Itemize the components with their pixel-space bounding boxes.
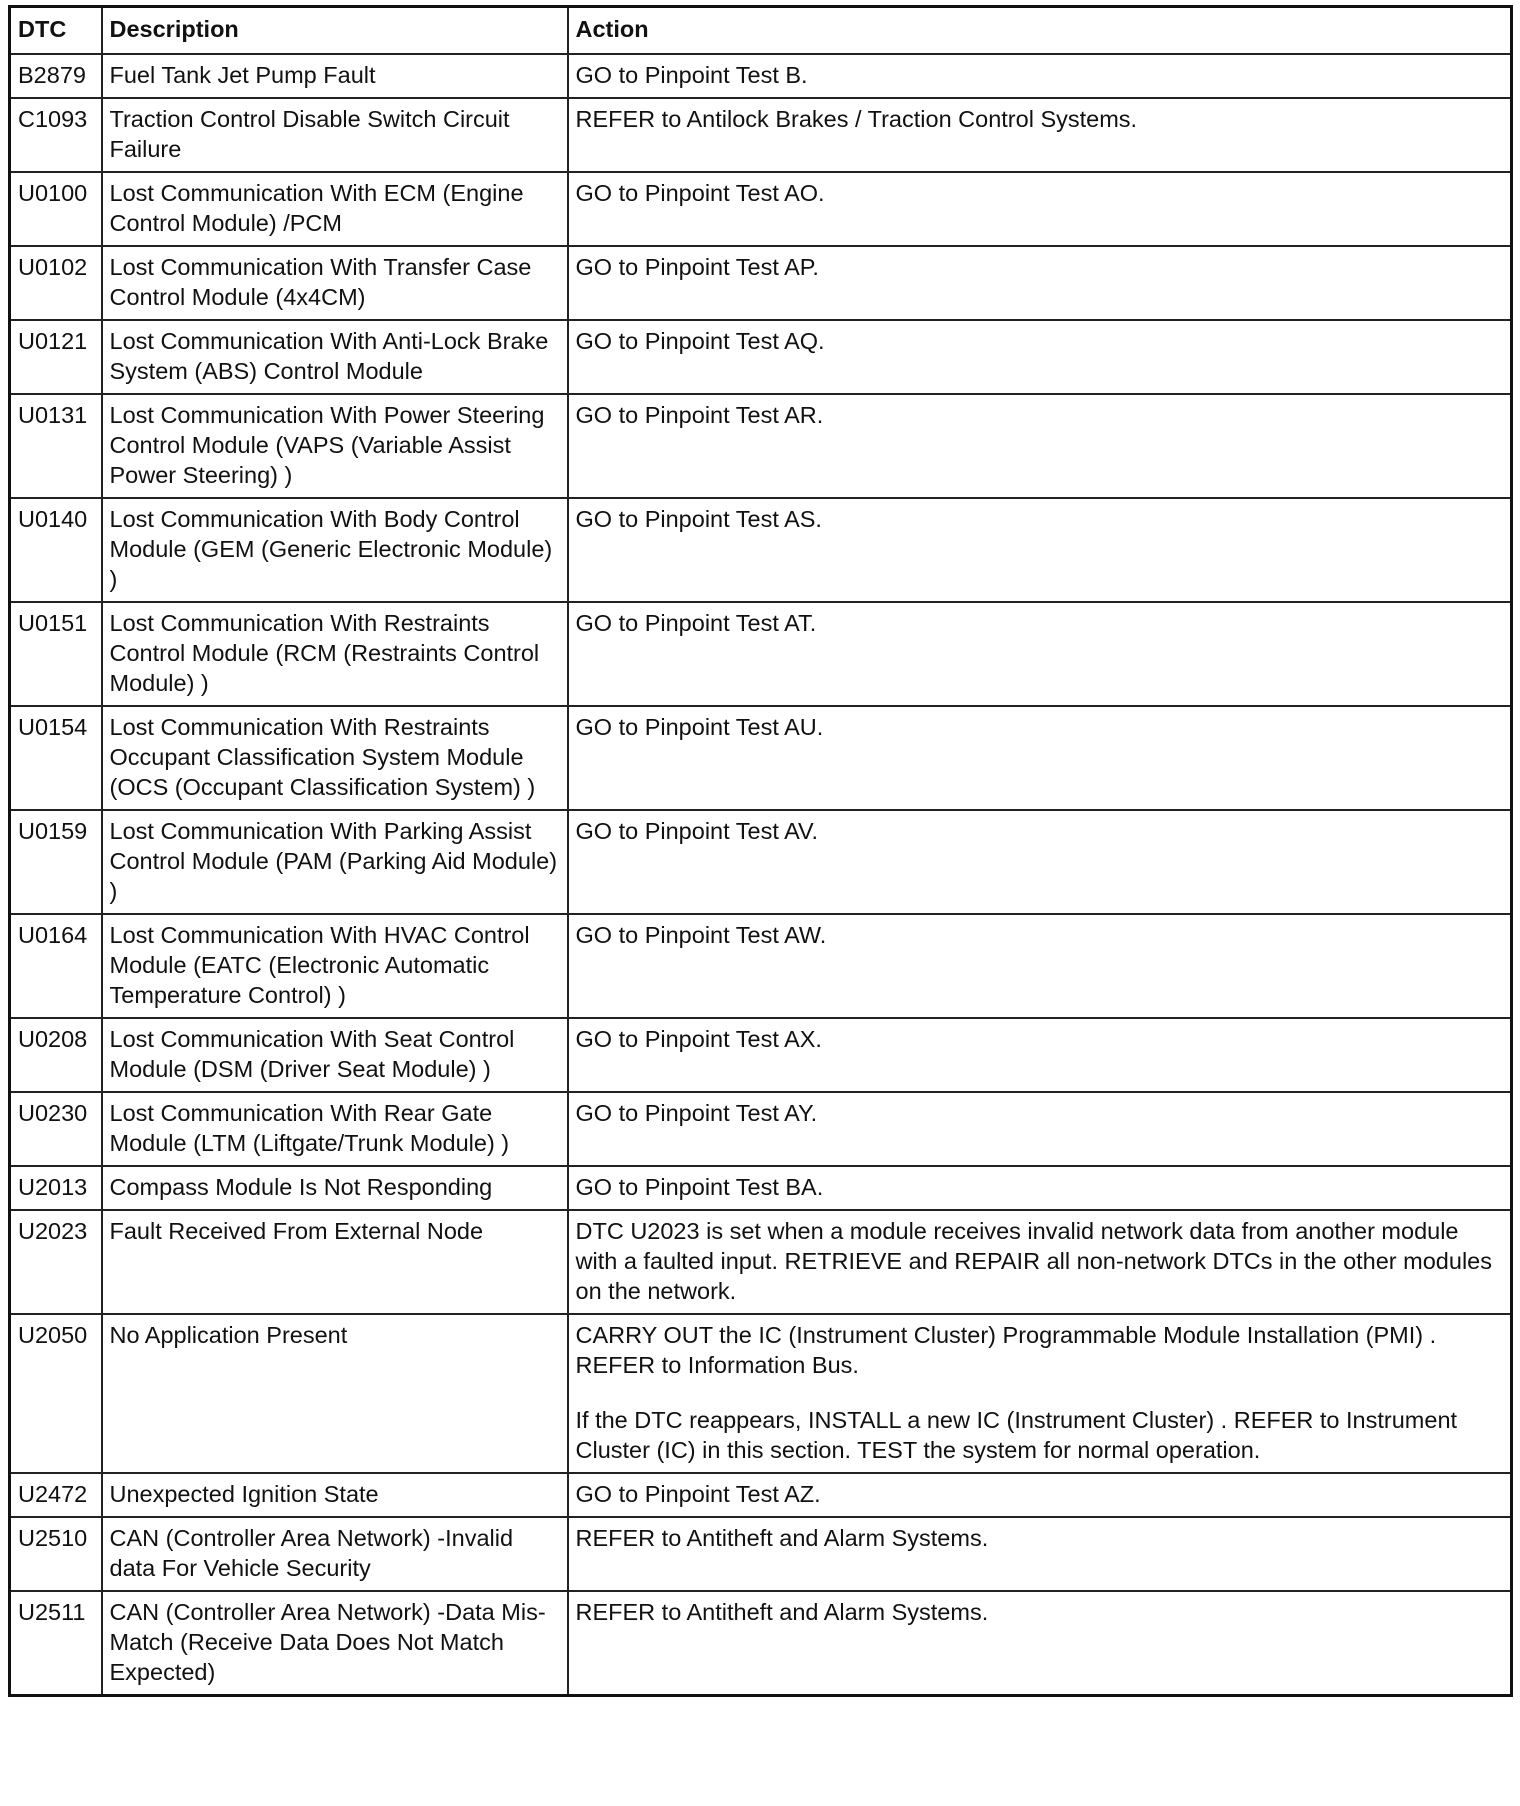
- cell-dtc-code: U2510: [10, 1517, 102, 1591]
- cell-dtc-code: U2511: [10, 1591, 102, 1696]
- table-row: [10, 1166, 1512, 1210]
- table-row: [10, 246, 1512, 320]
- cell-dtc-code: U0100: [10, 172, 102, 246]
- cell-description: Lost Communication With Transfer Case Control Module (4x4CM): [102, 246, 568, 320]
- table-row: [10, 1210, 1512, 1314]
- cell-dtc-code: U0140: [10, 498, 102, 602]
- action-paragraph: GO to Pinpoint Test AZ.: [575, 1481, 821, 1507]
- cell-dtc-code: C1093: [10, 98, 102, 172]
- table-row: [10, 1473, 1512, 1517]
- action-paragraph: DTC U2023 is set when a module receives invalid network data from another module with a faulted input. RETRIEVE and REPAIR all non-network DTCs in the other modules on the network.: [575, 1218, 1492, 1304]
- action-paragraph: REFER to Antilock Brakes / Traction Control Systems.: [575, 106, 1138, 132]
- cell-dtc-code: U0151: [10, 602, 102, 706]
- cell-action: [568, 98, 1512, 172]
- table-row: [10, 810, 1512, 914]
- cell-description: CAN (Controller Area Network) -Invalid data For Vehicle Security: [102, 1517, 568, 1591]
- header-dtc: DTC: [10, 7, 102, 55]
- table-row: [10, 172, 1512, 246]
- cell-description: CAN (Controller Area Network) -Data Mis-Match (Receive Data Does Not Match Expected): [102, 1591, 568, 1696]
- cell-action: [568, 1166, 1512, 1210]
- cell-action: [568, 1473, 1512, 1517]
- action-paragraph: GO to Pinpoint Test AO.: [575, 180, 825, 206]
- header-action: Action: [568, 7, 1512, 55]
- action-paragraph: CARRY OUT the IC (Instrument Cluster) Programmable Module Installation (PMI) . REFER to Information Bus.: [575, 1322, 1437, 1378]
- action-paragraph: If the DTC reappears, INSTALL a new IC (Instrument Cluster) . REFER to Instrument Cluster (IC) in this section. TEST the system for normal operation.: [575, 1407, 1458, 1463]
- cell-description: Compass Module Is Not Responding: [102, 1166, 568, 1210]
- cell-action: [568, 1092, 1512, 1166]
- table-header-row: [10, 7, 1512, 55]
- cell-action: [568, 810, 1512, 914]
- action-paragraph: GO to Pinpoint Test AV.: [575, 818, 819, 844]
- table-row: [10, 1517, 1512, 1591]
- cell-description: Lost Communication With Seat Control Module (DSM (Driver Seat Module) ): [102, 1018, 568, 1092]
- cell-action: [568, 1591, 1512, 1696]
- cell-dtc-code: U2023: [10, 1210, 102, 1314]
- cell-dtc-code: U2050: [10, 1314, 102, 1473]
- cell-description: Lost Communication With Body Control Module (GEM (Generic Electronic Module) ): [102, 498, 568, 602]
- action-paragraph: GO to Pinpoint Test AW.: [575, 922, 827, 948]
- action-paragraph: GO to Pinpoint Test B.: [575, 62, 808, 88]
- action-paragraph: GO to Pinpoint Test AY.: [575, 1100, 818, 1126]
- table-row: [10, 498, 1512, 602]
- cell-dtc-code: U0159: [10, 810, 102, 914]
- action-paragraph: GO to Pinpoint Test AT.: [575, 610, 817, 636]
- cell-action: [568, 706, 1512, 810]
- cell-action: [568, 172, 1512, 246]
- table-row: [10, 98, 1512, 172]
- cell-dtc-code: U0164: [10, 914, 102, 1018]
- table-row: [10, 706, 1512, 810]
- action-paragraph: REFER to Antitheft and Alarm Systems.: [575, 1599, 989, 1625]
- action-paragraph: GO to Pinpoint Test AS.: [575, 506, 822, 532]
- action-paragraph: REFER to Antitheft and Alarm Systems.: [575, 1525, 989, 1551]
- cell-dtc-code: U0154: [10, 706, 102, 810]
- cell-action: [568, 498, 1512, 602]
- cell-action: [568, 602, 1512, 706]
- cell-description: Lost Communication With Anti-Lock Brake System (ABS) Control Module: [102, 320, 568, 394]
- cell-description: Lost Communication With Restraints Control Module (RCM (Restraints Control Module) ): [102, 602, 568, 706]
- cell-description: Lost Communication With Rear Gate Module (LTM (Liftgate/Trunk Module) ): [102, 1092, 568, 1166]
- cell-dtc-code: U2013: [10, 1166, 102, 1210]
- table-row: [10, 394, 1512, 498]
- cell-description: Lost Communication With HVAC Control Module (EATC (Electronic Automatic Temperature Control) ): [102, 914, 568, 1018]
- cell-dtc-code: U0121: [10, 320, 102, 394]
- action-paragraph: GO to Pinpoint Test AR.: [575, 402, 824, 428]
- cell-dtc-code: U0102: [10, 246, 102, 320]
- cell-description: Fuel Tank Jet Pump Fault: [102, 54, 568, 98]
- cell-action: [568, 1314, 1512, 1473]
- header-description: Description: [102, 7, 568, 55]
- table-row: [10, 914, 1512, 1018]
- cell-description: Lost Communication With Power Steering Control Module (VAPS (Variable Assist Power Steering) ): [102, 394, 568, 498]
- cell-action: [568, 320, 1512, 394]
- cell-dtc-code: U0131: [10, 394, 102, 498]
- cell-description: Lost Communication With Restraints Occupant Classification System Module (OCS (Occupant Classification System) ): [102, 706, 568, 810]
- cell-action: [568, 1210, 1512, 1314]
- cell-action: [568, 54, 1512, 98]
- table-body: [10, 54, 1512, 1696]
- table-row: [10, 1018, 1512, 1092]
- action-paragraph: GO to Pinpoint Test AU.: [575, 714, 824, 740]
- cell-dtc-code: U0208: [10, 1018, 102, 1092]
- table-row: [10, 1092, 1512, 1166]
- action-paragraph: GO to Pinpoint Test AX.: [575, 1026, 822, 1052]
- table-row: [10, 1591, 1512, 1696]
- cell-dtc-code: U0230: [10, 1092, 102, 1166]
- cell-description: No Application Present: [102, 1314, 568, 1473]
- cell-action: [568, 246, 1512, 320]
- action-paragraph: GO to Pinpoint Test BA.: [575, 1174, 824, 1200]
- cell-action: [568, 1018, 1512, 1092]
- table-row: [10, 320, 1512, 394]
- cell-dtc-code: B2879: [10, 54, 102, 98]
- cell-action: [568, 394, 1512, 498]
- cell-description: Lost Communication With Parking Assist Control Module (PAM (Parking Aid Module) ): [102, 810, 568, 914]
- cell-description: Lost Communication With ECM (Engine Control Module) /PCM: [102, 172, 568, 246]
- cell-action: [568, 914, 1512, 1018]
- cell-dtc-code: U2472: [10, 1473, 102, 1517]
- table-row: [10, 602, 1512, 706]
- cell-action: [568, 1517, 1512, 1591]
- cell-description: Fault Received From External Node: [102, 1210, 568, 1314]
- action-paragraph: GO to Pinpoint Test AQ.: [575, 328, 825, 354]
- action-paragraph: GO to Pinpoint Test AP.: [575, 254, 819, 280]
- cell-description: Traction Control Disable Switch Circuit Failure: [102, 98, 568, 172]
- dtc-table: [8, 5, 1513, 1697]
- cell-description: Unexpected Ignition State: [102, 1473, 568, 1517]
- table-row: [10, 1314, 1512, 1473]
- table-row: [10, 54, 1512, 98]
